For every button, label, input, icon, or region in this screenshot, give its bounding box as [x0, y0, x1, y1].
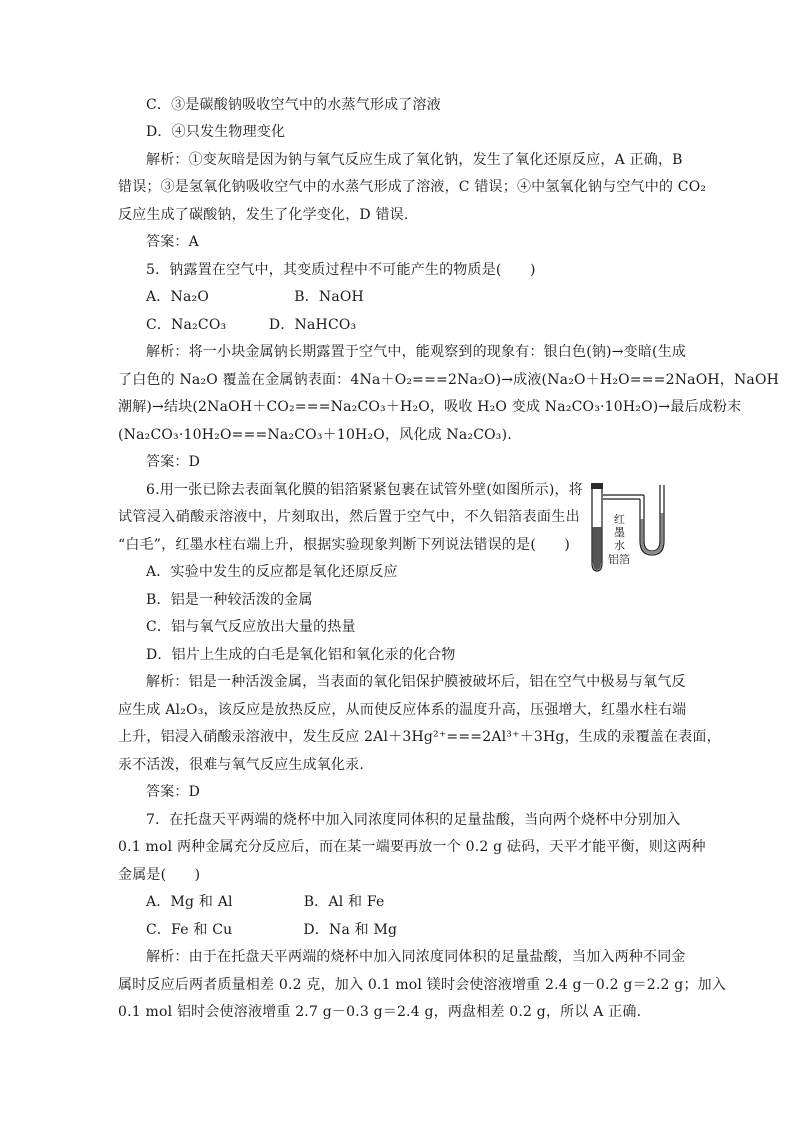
aluminum-foil-icon [593, 527, 602, 563]
analysis-q6-line1: 解析：铝是一种活泼金属，当表面的氧化铝保护膜被破坏后，铝在空气中极易与氧气反 [146, 674, 686, 690]
analysis-q5-line4: (Na₂CO₃·10H₂O===Na₂CO₃＋10H₂O，风化成 Na₂CO₃). [118, 427, 512, 443]
analysis-q6-line3: 上升，铝浸入硝酸汞溶液中，发生反应 2Al＋3Hg²⁺===2Al³⁺＋3Hg，生成的汞覆盖在表面， [118, 729, 721, 745]
stopper-icon [591, 483, 603, 489]
analysis-q4-line2: 错误；③是氢氧化钠吸收空气中的水蒸气形成了溶液，C 错误；④中氢氧化钠与空气中的 CO₂ [118, 179, 707, 195]
option-b-q6: B．铝是一种较活泼的金属 [146, 592, 313, 608]
u-tube-outer-icon [644, 485, 660, 551]
label-hong: 红 [614, 513, 625, 526]
question-6-line3: “白毛”，红墨水柱右端上升，根据实验现象判断下列说法错误的是( ) [118, 537, 571, 553]
option-d-q4: D．④只发生物理变化 [146, 124, 286, 140]
analysis-q5-line3: 潮解)→结块(2NaOH＋CO₂===Na₂CO₃＋H₂O，吸收 H₂O 变成 Na₂CO₃·10H₂O)→最后成粉末 [118, 399, 742, 415]
option-c-q6: C．铝与氧气反应放出大量的热量 [146, 619, 356, 635]
option-d-q6: D．铝片上生成的白毛是氧化铝和氧化汞的化合物 [146, 647, 456, 663]
analysis-q4-line3: 反应生成了碳酸钠，发生了化学变化，D 错误. [118, 207, 409, 223]
question-6-line2: 试管浸入硝酸汞溶液中，片刻取出，然后置于空气中，不久铝箔表面生出 [118, 509, 580, 525]
label-mo: 墨 [614, 526, 625, 539]
answer-q4: 答案：A [146, 234, 199, 250]
analysis-q5-line2: 了白色的 Na₂O 覆盖在金属钠表面：4Na＋O₂===2Na₂O)→成液(Na₂O＋H₂O===2NaOH，NaOH [118, 372, 780, 388]
answer-q5: 答案：D [146, 454, 201, 470]
option-a-q6: A．实验中发生的反应都是氧化还原反应 [146, 564, 398, 580]
options-q5-cd: C．Na₂CO₃ D．NaHCO₃ [146, 317, 357, 333]
red-ink-left-icon [641, 519, 644, 543]
analysis-q7-line1: 解析：由于在托盘天平两端的烧杯中加入同浓度同体积的足量盐酸，当加入两种不同金 [146, 949, 686, 965]
options-q7-ab: A．Mg 和 Al B．Al 和 Fe [146, 894, 385, 910]
options-q5-ab: A．Na₂O B．NaOH [146, 289, 364, 305]
analysis-q6-line2: 应生成 Al₂O₃，该反应是放热反应，从而使反应体系的温度升高，压强增大，红墨水柱右端 [118, 702, 687, 718]
option-c-q4: C．③是碳酸钠吸收空气中的水蒸气形成了溶液 [146, 97, 441, 113]
question-7-line2: 0.1 mol 两种金属充分反应后，而在某一端要再放一个 0.2 g 砝码，天平才能平衡，则这两种 [118, 839, 706, 855]
answer-q6: 答案：D [146, 784, 201, 800]
label-aluminum-foil: 铝箔 [608, 553, 630, 566]
red-ink-right-icon [661, 513, 664, 543]
analysis-q6-line4: 汞不活泼，很难与氧气反应生成氧化汞. [118, 757, 365, 773]
question-7-line3: 金属是( ) [118, 867, 201, 883]
options-q7-cd: C．Fe 和 Cu D．Na 和 Mg [146, 922, 398, 938]
question-6-line1: 6.用一张已除去表面氧化膜的铝箔紧紧包裹在试管外壁(如图所示)，将 [146, 482, 583, 498]
analysis-q4-line1: 解析：①变灰暗是因为钠与氧气反应生成了氧化钠，发生了氧化还原反应，A 正确，B [146, 152, 683, 168]
question-5: 5．钠露置在空气中，其变质过程中不可能产生的物质是( ) [146, 262, 536, 278]
question-7-line1: 7．在托盘天平两端的烧杯中加入同浓度同体积的足量盐酸，当向两个烧杯中分别加入 [146, 812, 681, 828]
analysis-q5-line1: 解析：将一小块金属钠长期露置于空气中，能观察到的现象有：银白色(钠)→变暗(生成 [146, 344, 687, 360]
test-tube-apparatus-figure [586, 479, 670, 575]
label-shui: 水 [614, 539, 625, 552]
analysis-q7-line3: 0.1 mol 铝时会使溶液增重 2.7 g－0.3 g＝2.4 g，两盘相差 0.2 g，所以 A 正确. [118, 1004, 642, 1020]
analysis-q7-line2: 属时反应后两者质量相差 0.2 克，加入 0.1 mol 镁时会使溶液增重 2.4 g－0.2 g＝2.2 g；加入 [118, 977, 727, 993]
